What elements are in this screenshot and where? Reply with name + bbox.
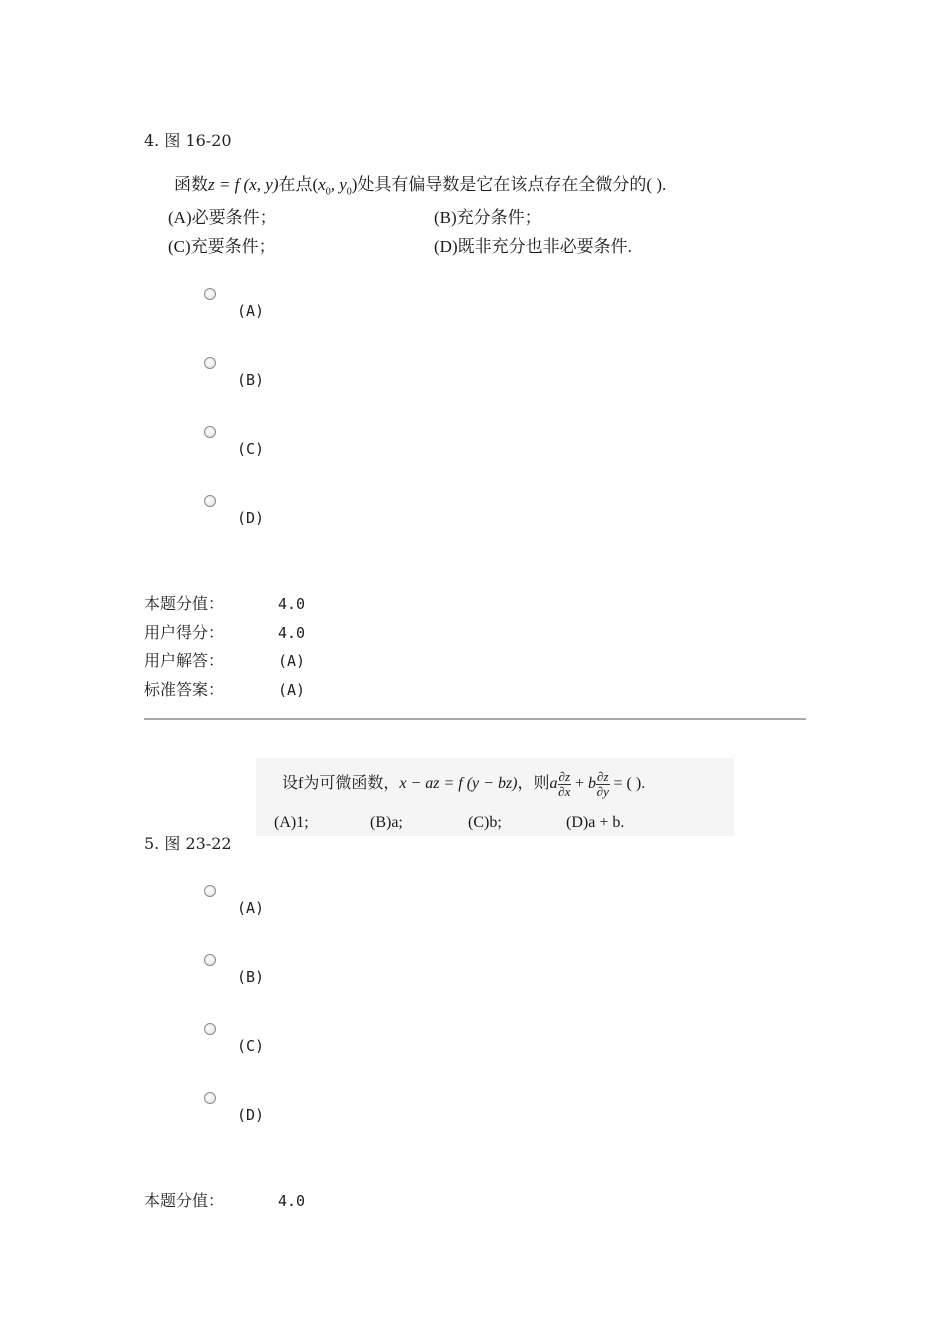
question-5-image-option-b: (B)a;	[370, 814, 403, 831]
question-4-radio-b[interactable]	[204, 357, 216, 369]
standard-answer-value: (A)	[278, 681, 306, 699]
score-value: 4.0	[278, 595, 306, 613]
question-4-radio-d[interactable]	[204, 495, 216, 507]
question-5-image	[256, 758, 734, 836]
user-score-label: 用户得分：	[144, 623, 225, 642]
question-5-option-c-label: (C)	[237, 1037, 265, 1055]
standard-answer-label: 标准答案：	[144, 680, 225, 699]
fraction-dz-dy: $\frac{\partial z}{\partial y}$	[596, 769, 609, 799]
question-4-image-option-c: (C)充要条件；	[168, 237, 276, 256]
question-5-image-option-c: (C)b;	[468, 814, 502, 831]
question-5-radio-b[interactable]	[204, 954, 216, 966]
question-4-option-c-label: (C)	[237, 440, 265, 458]
question-4-title: 4. 图 16-20	[144, 131, 232, 150]
question-4-user-score-row	[144, 620, 305, 643]
question-4-radio-a[interactable]	[204, 288, 216, 300]
question-4-image-option-a: (A)必要条件；	[168, 208, 277, 227]
question-4-radio-c[interactable]	[204, 426, 216, 438]
question-4-score-row	[144, 591, 305, 614]
user-score-value: 4.0	[278, 624, 306, 642]
user-answer-label: 用户解答：	[144, 651, 225, 670]
fraction-dz-dx: $\frac{\partial z}{\partial x}$	[558, 769, 571, 799]
question-5-radio-c[interactable]	[204, 1023, 216, 1035]
question-5-option-b-label: (B)	[237, 968, 265, 986]
score-label: 本题分值：	[144, 1191, 225, 1210]
question-4-option-a-label: (A)	[237, 302, 265, 320]
question-5-radio-d[interactable]	[204, 1092, 216, 1104]
score-label: 本题分值：	[144, 594, 225, 613]
question-4-option-b-label: (B)	[237, 371, 265, 389]
question-divider	[144, 718, 806, 720]
question-5-title: 5. 图 23-22	[144, 834, 232, 853]
question-5-option-a-label: (A)	[237, 899, 265, 917]
question-4-image	[168, 168, 768, 260]
question-4-option-d-label: (D)	[237, 509, 265, 527]
question-4-image-option-b: (B)充分条件；	[434, 208, 542, 227]
question-4-user-answer-row	[144, 648, 305, 671]
user-answer-value: (A)	[278, 652, 306, 670]
question-5-radio-a[interactable]	[204, 885, 216, 897]
question-4-image-option-d: (D)既非充分也非必要条件.	[434, 237, 632, 256]
question-4-stem: 函数z = f (x, y)在点($x_0$, $y_0$)处具有偏导数是它在该点存在全微分的( ).	[174, 175, 667, 198]
question-5-image-option-a: (A)1;	[274, 814, 309, 831]
question-4-standard-answer-row	[144, 677, 305, 700]
question-5-image-option-d: (D)a + b.	[566, 814, 625, 831]
question-5-option-d-label: (D)	[237, 1106, 265, 1124]
score-value: 4.0	[278, 1192, 306, 1210]
question-5-score-row	[144, 1188, 305, 1211]
question-5-stem: 设f为可微函数，x − az = f (y − bz)，则a $\frac{\partial z}{\partial x}$ + b $\frac{\partial z}{\partial y}$ = ( ).	[282, 769, 646, 799]
